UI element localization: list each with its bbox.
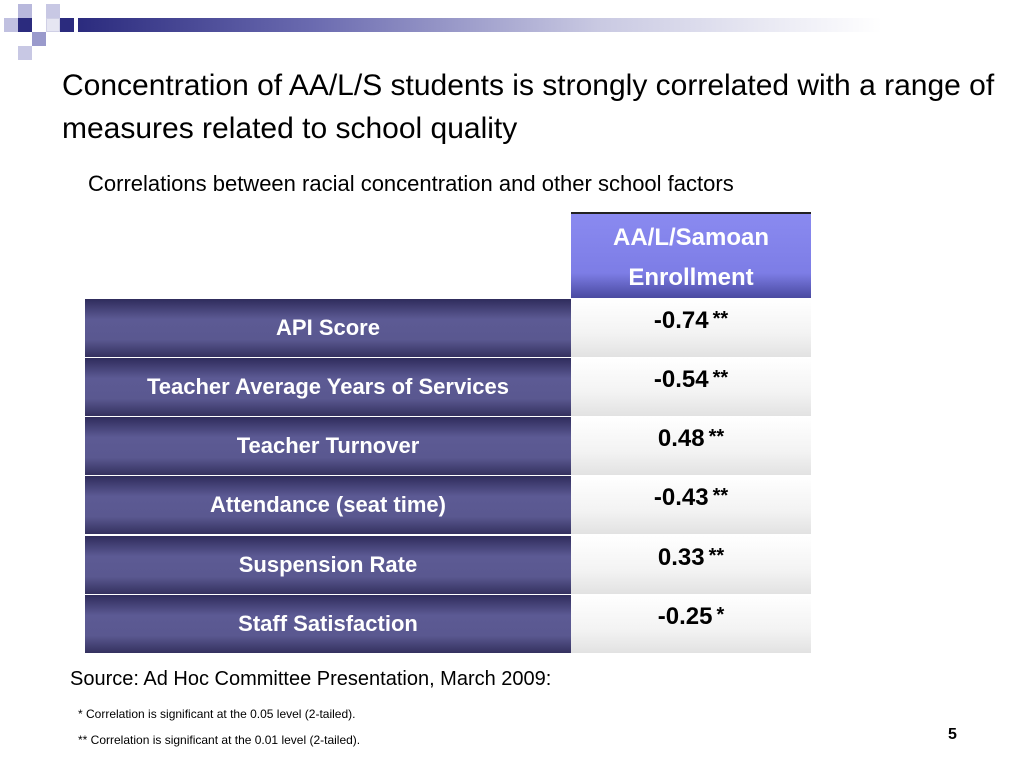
significance-marker: ** [712, 367, 729, 389]
slide-subtitle: Correlations between racial concentration and other school factors [88, 171, 734, 196]
deco-square [46, 18, 60, 32]
deco-square [18, 18, 32, 32]
slide-title: Concentration of AA/L/S students is strongly correlated with a range of measures related to school quality [62, 69, 995, 145]
table-row [85, 417, 811, 475]
deco-square [46, 4, 60, 18]
row-value-cell [571, 536, 811, 594]
row-value-cell [571, 476, 811, 534]
source-citation: Source: Ad Hoc Committee Presentation, March 2009: [70, 668, 552, 690]
row-value-cell [571, 358, 811, 416]
row-label: Teacher Turnover [85, 417, 571, 475]
table-column-header: AA/L/Samoan Enrollment [571, 212, 811, 298]
deco-square [18, 46, 32, 60]
row-value-cell [571, 417, 811, 475]
table-row [85, 476, 811, 534]
row-label: API Score [85, 299, 571, 357]
deco-square [32, 32, 46, 46]
correlation-value: 0.33 [657, 544, 705, 571]
row-label: Staff Satisfaction [85, 595, 571, 653]
row-label: Teacher Average Years of Services [85, 358, 571, 416]
significance-marker: ** [708, 426, 725, 448]
table-row [85, 595, 811, 653]
significance-marker: * [716, 604, 725, 626]
decorative-header-band [0, 0, 1024, 62]
correlation-value: -0.54 [653, 366, 709, 393]
significance-marker: ** [712, 308, 729, 330]
row-value-cell [571, 299, 811, 357]
row-value-cell [571, 595, 811, 653]
footnote-double-star: ** Correlation is significant at the 0.01 level (2-tailed). [78, 733, 361, 747]
page-number: 5 [948, 726, 957, 743]
header-gradient-bar [78, 18, 1024, 32]
footnote-single-star: * Correlation is significant at the 0.05 level (2-tailed). [78, 707, 356, 721]
table-row [85, 358, 811, 416]
row-label: Attendance (seat time) [85, 476, 571, 534]
correlation-value: -0.74 [653, 307, 709, 334]
row-label: Suspension Rate [85, 536, 571, 594]
deco-square [60, 18, 74, 32]
table-row [85, 536, 811, 594]
correlation-value: 0.48 [657, 425, 705, 452]
correlation-value: -0.43 [653, 484, 709, 511]
significance-marker: ** [708, 545, 725, 567]
deco-square [18, 4, 32, 18]
correlation-value: -0.25 [657, 603, 713, 630]
deco-square [4, 18, 18, 32]
table-row [85, 299, 811, 357]
significance-marker: ** [712, 485, 729, 507]
